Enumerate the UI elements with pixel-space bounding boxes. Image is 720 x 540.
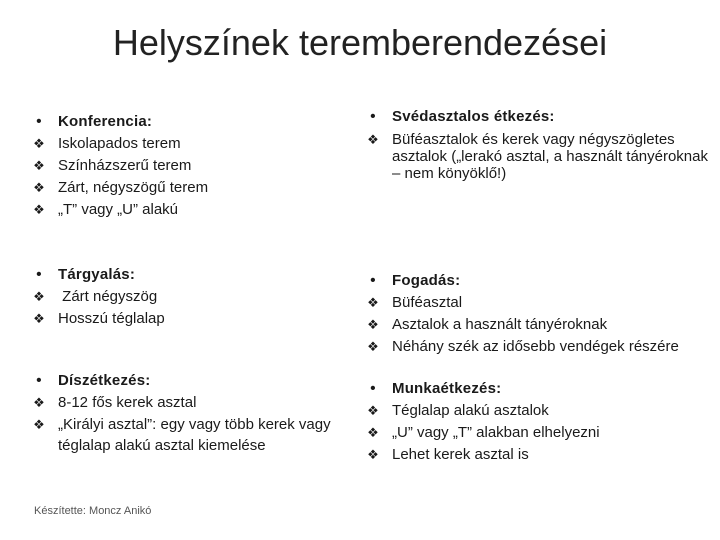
list-item	[32, 199, 332, 221]
author-footer: Készítette: Moncz Anikó	[34, 505, 152, 517]
list-item	[366, 292, 711, 314]
bullet-icon: •	[370, 272, 376, 289]
item-text: Zárt négyszög	[58, 288, 158, 305]
slide-title: Helyszínek teremberendezései	[112, 22, 608, 63]
list-item	[366, 336, 711, 358]
diamond-star-icon: ❖	[367, 317, 379, 332]
list-item	[366, 422, 711, 444]
item-text: „Királyi asztal”: egy vagy több kerek vagy téglalap alakú asztal kiemelése	[58, 416, 331, 454]
bullet-icon: •	[36, 113, 42, 130]
section-heading	[32, 264, 332, 286]
left-section-targyalas	[32, 264, 332, 330]
bullet-icon: •	[36, 372, 42, 389]
list-item	[32, 286, 332, 308]
diamond-star-icon: ❖	[33, 417, 45, 432]
list-item	[366, 314, 711, 336]
diamond-star-icon: ❖	[367, 132, 379, 147]
bullet-icon: •	[370, 108, 376, 125]
diamond-star-icon: ❖	[367, 295, 379, 310]
item-text: „U” vagy „T” alakban elhelyezni	[392, 424, 600, 441]
item-text: Lehet kerek asztal is	[392, 446, 529, 463]
item-text: „T” vagy „U” alakú	[58, 201, 179, 218]
heading-text: Tárgyalás:	[58, 266, 136, 283]
list-item	[366, 444, 711, 466]
left-section-diszetkezes	[32, 370, 332, 456]
heading-text: Díszétkezés:	[58, 372, 151, 389]
diamond-star-icon: ❖	[367, 339, 379, 354]
right-section-svedasztalos	[366, 106, 711, 182]
diamond-star-icon: ❖	[33, 180, 45, 195]
item-text: Büféasztalok és kerek vagy négyszögletes asztalok („lerakó asztal, a használt tányéroknak – nem könyöklő!)	[392, 131, 708, 182]
list-item	[32, 392, 332, 414]
list-item	[366, 400, 711, 422]
right-section-fogadas	[366, 270, 711, 358]
heading-text: Konferencia:	[58, 113, 153, 130]
right-section-munkaetkezes	[366, 378, 711, 466]
item-text: Téglalap alakú asztalok	[392, 402, 549, 419]
list-item	[366, 128, 711, 182]
heading-text: Svédasztalos étkezés:	[392, 108, 555, 125]
item-text: Zárt, négyszögű terem	[58, 179, 209, 196]
item-text: Színházszerű terem	[58, 157, 192, 174]
bullet-icon: •	[36, 266, 42, 283]
diamond-star-icon: ❖	[367, 403, 379, 418]
list-item	[32, 177, 332, 199]
diamond-star-icon: ❖	[33, 311, 45, 326]
list-item	[32, 133, 332, 155]
list-item	[32, 308, 332, 330]
left-section-konferencia	[32, 111, 332, 221]
bullet-icon: •	[370, 380, 376, 397]
heading-text: Munkaétkezés:	[392, 380, 502, 397]
section-heading	[32, 111, 332, 133]
list-item	[32, 414, 332, 456]
item-text: Iskolapados terem	[58, 135, 181, 152]
diamond-star-icon: ❖	[33, 289, 45, 304]
diamond-star-icon: ❖	[33, 136, 45, 151]
diamond-star-icon: ❖	[367, 447, 379, 462]
item-text: 8-12 fős kerek asztal	[58, 394, 197, 411]
diamond-star-icon: ❖	[367, 425, 379, 440]
section-heading	[32, 370, 332, 392]
item-text: Asztalok a használt tányéroknak	[392, 316, 608, 333]
item-text: Büféasztal	[392, 294, 463, 311]
heading-text: Fogadás:	[392, 272, 461, 289]
diamond-star-icon: ❖	[33, 202, 45, 217]
list-item	[32, 155, 332, 177]
item-text: Néhány szék az idősebb vendégek részére	[392, 338, 679, 355]
section-heading	[366, 106, 711, 128]
section-heading	[366, 378, 711, 400]
item-text: Hosszú téglalap	[58, 310, 165, 327]
diamond-star-icon: ❖	[33, 158, 45, 173]
diamond-star-icon: ❖	[33, 395, 45, 410]
section-heading	[366, 270, 711, 292]
